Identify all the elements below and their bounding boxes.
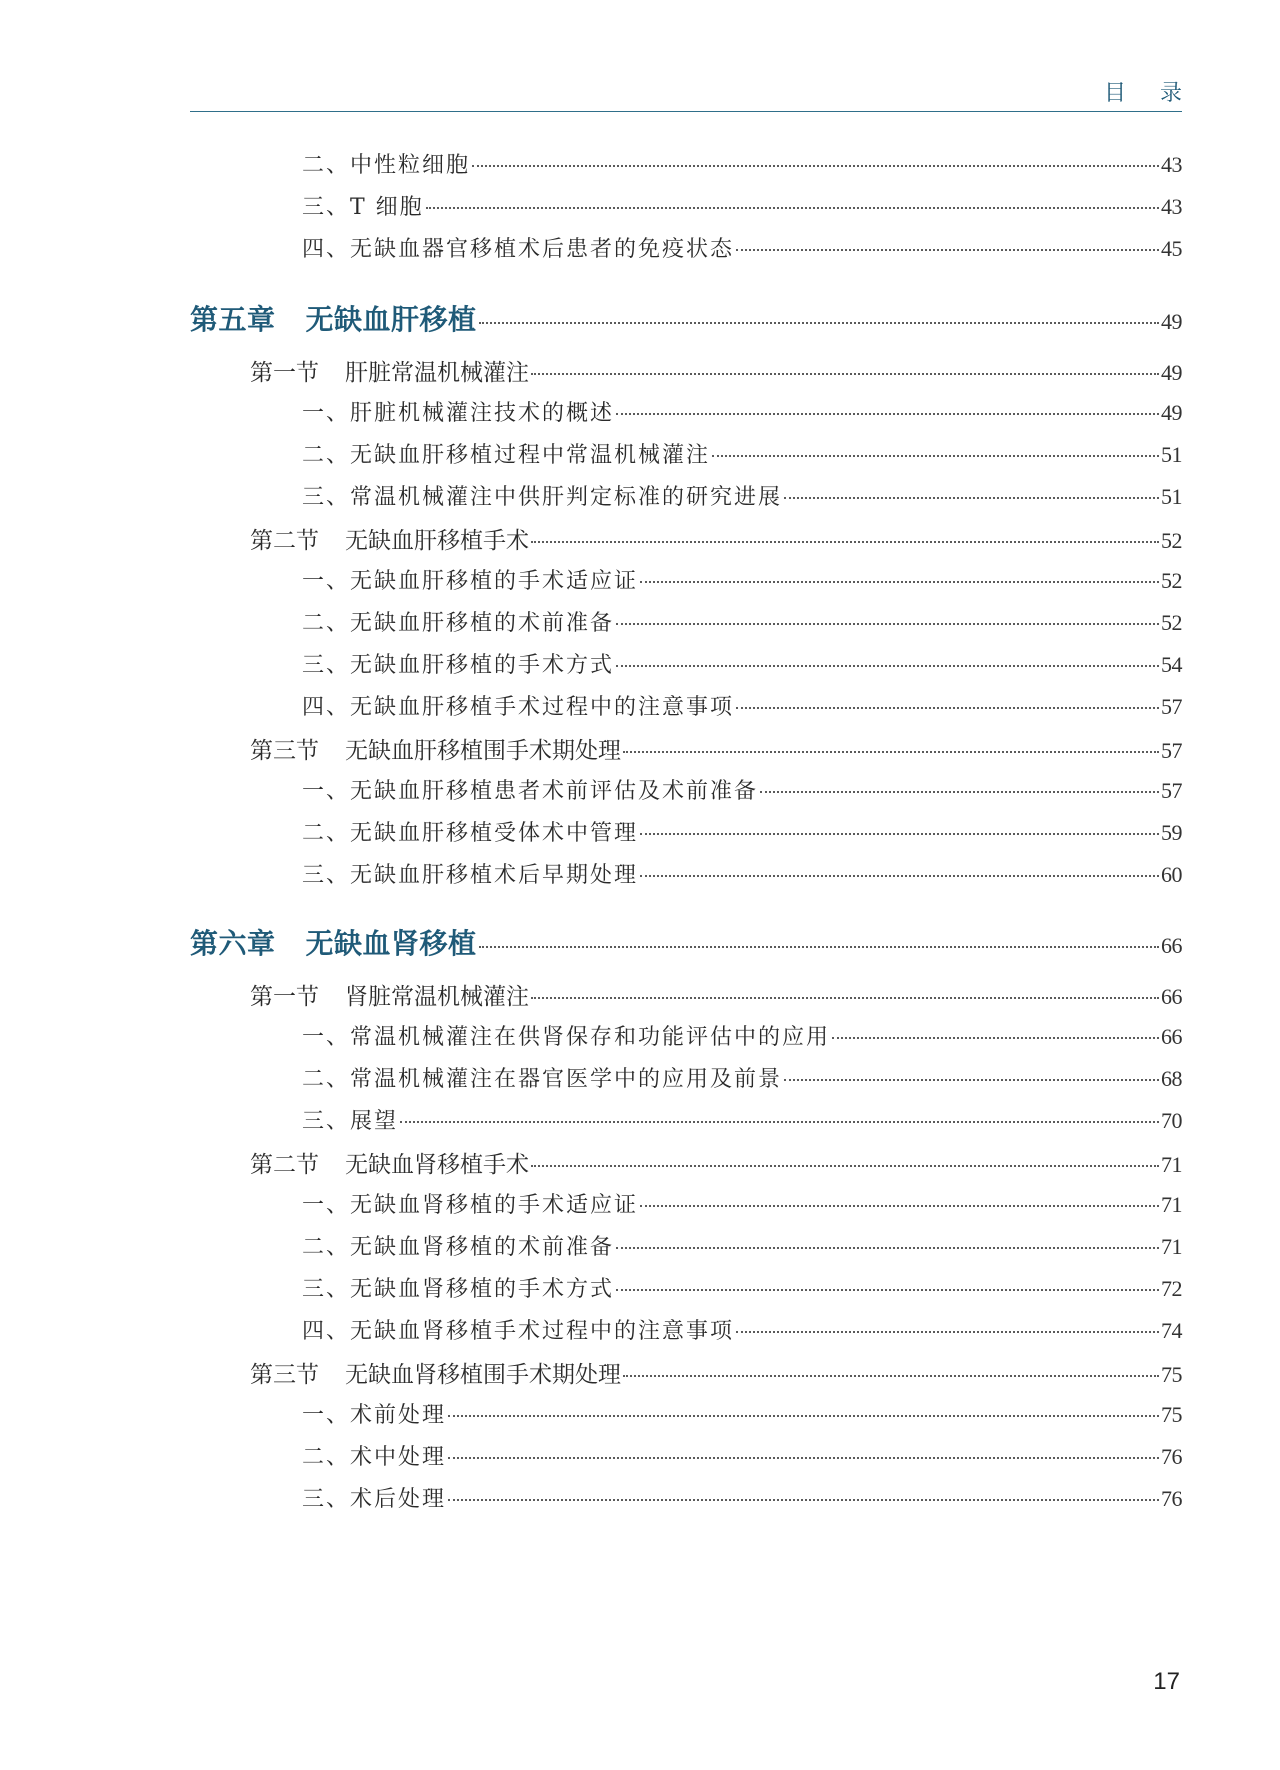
- toc-entry-label: [302, 1188, 638, 1219]
- toc-entry-label: [302, 1440, 446, 1471]
- toc-section-entry: [250, 522, 1182, 555]
- toc-entry-number: 第三节: [250, 1362, 319, 1388]
- toc-item-entry: [302, 858, 1182, 889]
- toc-entry-number: 第六章: [190, 927, 276, 960]
- toc-entry-title: 一、肝脏机械灌注技术的概述: [302, 401, 615, 426]
- toc-entry-title: 二、中性粒细胞: [302, 153, 471, 178]
- toc-item-entry: [302, 1188, 1182, 1219]
- dot-leader: [640, 875, 1159, 877]
- toc-entry-title: 肾脏常温机械灌注: [345, 984, 529, 1010]
- toc-entry-page: 51: [1161, 484, 1182, 509]
- toc-entry-title: 肝脏常温机械灌注: [345, 360, 529, 386]
- toc-entry-label: [302, 858, 638, 889]
- toc-entry-title: 二、术中处理: [302, 1445, 447, 1470]
- toc-entry-title: 二、常温机械灌注在器官医学中的应用及前景: [302, 1067, 783, 1092]
- dot-leader: [623, 751, 1159, 753]
- toc-entry-page: 76: [1161, 1444, 1182, 1469]
- page-number: 17: [1153, 1668, 1180, 1695]
- toc-entry-number: 第一节: [250, 984, 319, 1010]
- toc-entry-title: 无缺血肾移植手术: [345, 1152, 529, 1178]
- toc-entry-page: 57: [1161, 694, 1182, 719]
- dot-leader: [712, 455, 1159, 457]
- toc-entry-title: 一、无缺血肝移植的手术适应证: [302, 569, 639, 594]
- toc-entry-page: 75: [1161, 1362, 1182, 1387]
- dot-leader: [623, 1375, 1159, 1377]
- toc-section-entry: [250, 1146, 1182, 1179]
- toc-entry-label: [302, 1020, 830, 1051]
- toc-entry-title: 无缺血肝移植围手术期处理: [345, 738, 621, 764]
- toc-entry-title: 二、无缺血肝移植过程中常温机械灌注: [302, 443, 711, 468]
- dot-leader: [448, 1457, 1159, 1459]
- toc-item-entry: [302, 1272, 1182, 1303]
- dot-leader: [760, 791, 1159, 793]
- toc-entry-label: [302, 690, 734, 721]
- dot-leader: [531, 541, 1159, 543]
- toc-item-entry: [302, 1440, 1182, 1471]
- toc-item-entry: [302, 690, 1182, 721]
- toc-item-entry: [302, 1398, 1182, 1429]
- toc-entry-page: 43: [1161, 152, 1182, 177]
- toc-entry-title: 三、术后处理: [302, 1487, 447, 1512]
- toc-entry-page: 45: [1161, 236, 1182, 261]
- dot-leader: [400, 1121, 1159, 1123]
- toc-entry-number: 第三节: [250, 738, 319, 764]
- toc-item-entry: [302, 606, 1182, 637]
- toc-entry-page: 71: [1161, 1152, 1182, 1177]
- toc-entry-label: [302, 1272, 614, 1303]
- toc-entry-page: 57: [1161, 778, 1182, 803]
- toc-entry-page: 66: [1161, 933, 1182, 958]
- toc-item-entry: [302, 232, 1182, 263]
- toc-item-entry: [302, 1104, 1182, 1135]
- toc-item-entry: [302, 1230, 1182, 1261]
- toc-entry-title: 一、常温机械灌注在供肾保存和功能评估中的应用: [302, 1025, 831, 1050]
- toc-entry-label: [250, 522, 529, 555]
- toc-entry-title: 无缺血肾移植: [305, 927, 477, 960]
- toc-entry-label: [302, 1104, 398, 1135]
- toc-entry-page: 60: [1161, 862, 1182, 887]
- toc-item-entry: [302, 1062, 1182, 1093]
- running-header-title: 目录: [1103, 81, 1216, 106]
- dot-leader: [448, 1415, 1159, 1417]
- toc-entry-label: [302, 1398, 446, 1429]
- toc-entry-title: 二、无缺血肝移植受体术中管理: [302, 821, 639, 846]
- toc-entry-number: 第五章: [190, 303, 276, 336]
- toc-entry-page: 76: [1161, 1486, 1182, 1511]
- dot-leader: [640, 833, 1159, 835]
- toc-entry-label: [302, 1230, 614, 1261]
- toc-entry-title: 无缺血肝移植: [305, 303, 477, 336]
- toc-entry-label: [250, 1146, 529, 1179]
- toc-entry-number: 第一节: [250, 360, 319, 386]
- toc-entry-label: [302, 816, 638, 847]
- toc-item-entry: [302, 480, 1182, 511]
- toc-entry-title: 二、无缺血肝移植的术前准备: [302, 611, 615, 636]
- toc-entry-label: [302, 438, 710, 469]
- toc-entry-title: 三、无缺血肝移植的手术方式: [302, 653, 615, 678]
- toc-entry-page: 52: [1161, 568, 1182, 593]
- toc-section-entry: [250, 1356, 1182, 1389]
- dot-leader: [531, 373, 1159, 375]
- toc-entry-page: 52: [1161, 528, 1182, 553]
- toc-entry-title: 四、无缺血器官移植术后患者的免疫状态: [302, 237, 735, 262]
- toc-entry-page: 49: [1161, 400, 1182, 425]
- toc-entry-label: [250, 978, 529, 1011]
- toc-entry-page: 52: [1161, 610, 1182, 635]
- dot-leader: [472, 165, 1159, 167]
- toc-item-entry: [302, 438, 1182, 469]
- dot-leader: [448, 1499, 1159, 1501]
- toc-entry-page: 71: [1161, 1192, 1182, 1217]
- toc-entry-label: [302, 774, 758, 805]
- toc-entry-page: 43: [1161, 194, 1182, 219]
- dot-leader: [531, 1165, 1159, 1167]
- toc-entry-label: [302, 564, 638, 595]
- toc-item-entry: [302, 564, 1182, 595]
- toc-entry-page: 72: [1161, 1276, 1182, 1301]
- toc-entry-title: 三、无缺血肾移植的手术方式: [302, 1277, 615, 1302]
- toc-entry-label: [302, 1482, 446, 1513]
- dot-leader: [736, 249, 1159, 251]
- toc-entry-title: 四、无缺血肾移植手术过程中的注意事项: [302, 1319, 735, 1344]
- dot-leader: [479, 322, 1159, 324]
- dot-leader: [479, 946, 1159, 948]
- toc-entry-label: [302, 480, 782, 511]
- toc-entry-page: 66: [1161, 984, 1182, 1009]
- dot-leader: [616, 665, 1159, 667]
- toc-entry-page: 57: [1161, 738, 1182, 763]
- dot-leader: [736, 1331, 1159, 1333]
- dot-leader: [640, 1205, 1159, 1207]
- toc-entry-label: [190, 298, 477, 338]
- dot-leader: [832, 1037, 1159, 1039]
- dot-leader: [616, 1247, 1159, 1249]
- toc-entry-label: [302, 148, 470, 179]
- toc-section-entry: [250, 732, 1182, 765]
- toc-entry-title: 三、展望: [302, 1109, 399, 1134]
- toc-item-entry: [302, 648, 1182, 679]
- toc-entry-page: 59: [1161, 820, 1182, 845]
- toc-item-entry: [302, 1020, 1182, 1051]
- toc-item-entry: [302, 190, 1182, 221]
- dot-leader: [616, 1289, 1159, 1291]
- toc-entry-page: 51: [1161, 442, 1182, 467]
- toc-entry-label: [302, 606, 614, 637]
- toc-section-entry: [250, 354, 1182, 387]
- dot-leader: [616, 413, 1159, 415]
- toc-item-entry: [302, 396, 1182, 427]
- toc-entry-label: [190, 922, 477, 962]
- dot-leader: [426, 207, 1159, 209]
- dot-leader: [784, 497, 1159, 499]
- toc-entry-label: [302, 232, 734, 263]
- toc-entry-label: [250, 354, 529, 387]
- toc-entry-title: 无缺血肾移植围手术期处理: [345, 1362, 621, 1388]
- toc-entry-label: [302, 1314, 734, 1345]
- dot-leader: [616, 623, 1159, 625]
- toc-entry-title: 一、术前处理: [302, 1403, 447, 1428]
- toc-entry-title: 三、T 细胞: [302, 195, 424, 220]
- toc-item-entry: [302, 1482, 1182, 1513]
- toc-entry-title: 三、常温机械灌注中供肝判定标准的研究进展: [302, 485, 783, 510]
- toc-entry-page: 75: [1161, 1402, 1182, 1427]
- toc-entry-page: 74: [1161, 1318, 1182, 1343]
- toc-entry-title: 无缺血肝移植手术: [345, 528, 529, 554]
- dot-leader: [736, 707, 1159, 709]
- toc-entry-page: 49: [1161, 360, 1182, 385]
- dot-leader: [784, 1079, 1159, 1081]
- toc-entry-page: 68: [1161, 1066, 1182, 1091]
- toc-entry-page: 66: [1161, 1024, 1182, 1049]
- toc-entry-label: [250, 1356, 621, 1389]
- toc-entry-label: [302, 1062, 782, 1093]
- toc-entry-title: 四、无缺血肝移植手术过程中的注意事项: [302, 695, 735, 720]
- toc-item-entry: [302, 1314, 1182, 1345]
- dot-leader: [640, 581, 1159, 583]
- toc-item-entry: [302, 816, 1182, 847]
- toc-chapter-entry: [190, 298, 1182, 338]
- toc-entry-label: [250, 732, 621, 765]
- toc-entry-page: 54: [1161, 652, 1182, 677]
- toc-entry-label: [302, 648, 614, 679]
- toc-section-entry: [250, 978, 1182, 1011]
- toc-entry-title: 一、无缺血肝移植患者术前评估及术前准备: [302, 779, 759, 804]
- toc-chapter-entry: [190, 922, 1182, 962]
- toc-entry-number: 第二节: [250, 1152, 319, 1178]
- toc-entry-title: 一、无缺血肾移植的手术适应证: [302, 1193, 639, 1218]
- toc-item-entry: [302, 774, 1182, 805]
- toc-entry-page: 49: [1161, 309, 1182, 334]
- toc-entry-number: 第二节: [250, 528, 319, 554]
- toc-item-entry: [302, 148, 1182, 179]
- dot-leader: [531, 997, 1159, 999]
- toc-entry-page: 70: [1161, 1108, 1182, 1133]
- toc-entry-label: [302, 190, 424, 221]
- toc-entry-title: 三、无缺血肝移植术后早期处理: [302, 863, 639, 888]
- toc-entry-title: 二、无缺血肾移植的术前准备: [302, 1235, 615, 1260]
- toc-entry-page: 71: [1161, 1234, 1182, 1259]
- toc-entry-label: [302, 396, 614, 427]
